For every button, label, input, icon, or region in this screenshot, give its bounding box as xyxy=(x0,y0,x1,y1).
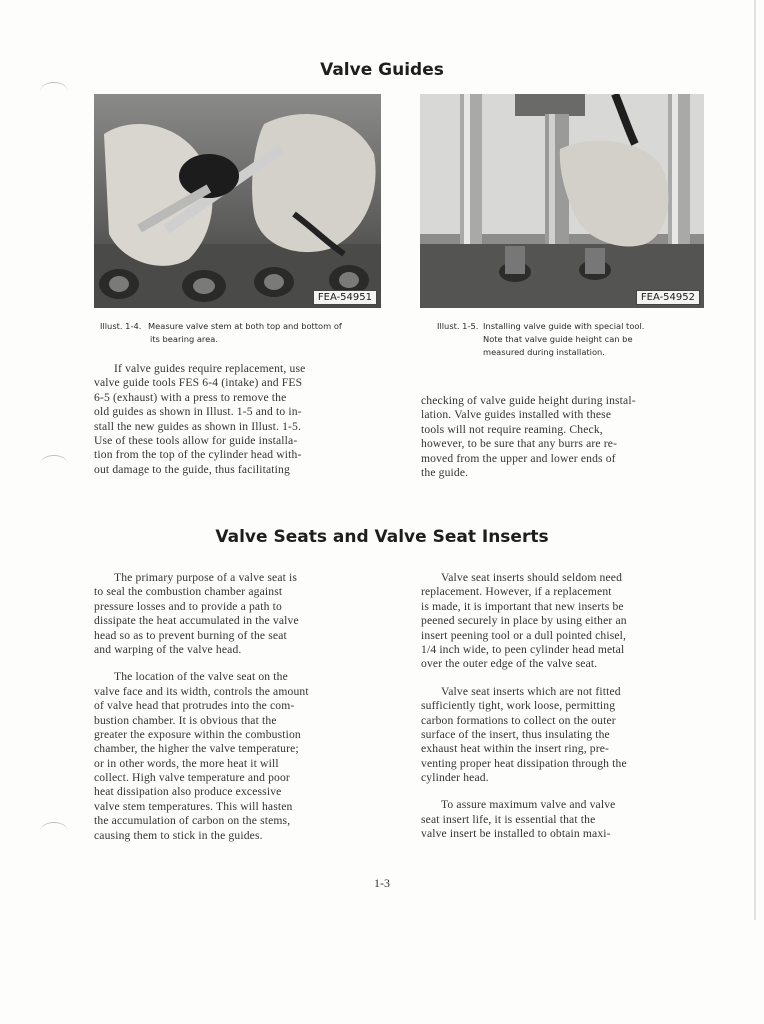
text-line: greater the exposure within the combustion xyxy=(94,727,301,741)
text-line: The primary purpose of a valve seat is xyxy=(114,571,298,584)
binder-hole-mark xyxy=(40,822,68,841)
figure-caption-1-5 xyxy=(437,320,707,362)
text-line: out damage to the guide, thus facilitating xyxy=(94,462,290,476)
text-line: replacement. However, if a replacement xyxy=(421,585,612,599)
page-number: 1-3 xyxy=(374,876,390,890)
text-line: dissipate the heat accumulated in the valve xyxy=(94,614,299,628)
valve-guides-text-right xyxy=(421,394,721,480)
text-line: valve face and its width, controls the amount xyxy=(94,684,309,698)
text-line: causing them to stick in the guides. xyxy=(94,828,263,842)
text-line: moved from the upper and lower ends of xyxy=(421,451,616,465)
text-line: old guides as shown in Illust. 1-5 and to in- xyxy=(94,405,302,419)
text-line: cylinder head. xyxy=(421,771,489,785)
text-line: carbon formations to collect on the outer xyxy=(421,713,616,727)
text-line: head so as to prevent burning of the seat xyxy=(94,628,287,642)
text-line: pressure losses and to provide a path to xyxy=(94,599,282,613)
figure-caption-1-4 xyxy=(100,320,390,350)
text-line: insert peening tool or a dull pointed chisel, xyxy=(421,628,627,642)
text-line: Use of these tools allow for guide installa- xyxy=(94,433,298,447)
text-line: venting proper heat dissipation through the xyxy=(421,756,627,770)
text-line: is made, it is important that new inserts be xyxy=(421,599,624,613)
caption-line: its bearing area. xyxy=(150,334,218,344)
text-line: lation. Valve guides installed with these xyxy=(421,408,612,422)
binder-hole-mark xyxy=(40,82,68,101)
page-edge xyxy=(754,0,756,920)
text-line: If valve guides require replacement, use xyxy=(114,362,306,375)
photo-illust-1-4 xyxy=(94,94,381,308)
photo-measure-valve-stem xyxy=(94,94,381,308)
text-line: chamber, the higher the valve temperature; xyxy=(94,742,299,756)
text-line: 6-5 (exhaust) with a press to remove the xyxy=(94,390,287,404)
text-line: The location of the valve seat on the xyxy=(114,670,288,684)
text-line: bustion chamber. It is obvious that the xyxy=(94,713,277,727)
text-line: the guide. xyxy=(421,465,469,479)
text-line: and warping of the valve head. xyxy=(94,642,242,656)
text-line: valve guide tools FES 6-4 (intake) and FES xyxy=(94,376,303,390)
valve-guides-text-left xyxy=(94,362,394,477)
text-line: peened securely in place by using either an xyxy=(421,614,627,628)
text-line: 1/4 inch wide, to peen cylinder head metal xyxy=(421,642,625,656)
text-line: however, to be sure that any burrs are re- xyxy=(421,437,618,451)
text-line: valve stem temperatures. This will hasten xyxy=(94,799,293,813)
section-title-valve-guides: Valve Guides xyxy=(320,60,444,80)
text-line: collect. High valve temperature and poor xyxy=(94,771,290,785)
figure-code-label: FEA-54951 xyxy=(313,290,377,305)
caption-line: Measure valve stem at both top and bottom of xyxy=(148,321,342,331)
text-line: Valve seat inserts should seldom need xyxy=(441,571,623,584)
text-line: valve insert be installed to obtain maxi- xyxy=(421,827,611,841)
text-line: stall the new guides as shown in Illust. 1-5. xyxy=(94,419,302,433)
text-line: checking of valve guide height during instal- xyxy=(421,394,636,407)
text-line: the accumulation of carbon on the stems, xyxy=(94,814,291,828)
valve-seats-text-left xyxy=(94,571,399,843)
caption-line: Note that valve guide height can be xyxy=(483,334,633,344)
binder-hole-mark xyxy=(40,455,68,474)
text-line: to seal the combustion chamber against xyxy=(94,585,283,599)
text-line: To assure maximum valve and valve xyxy=(441,798,616,812)
caption-number: Illust. 1-5. xyxy=(437,321,479,331)
text-line: heat dissipation also produce excessive xyxy=(94,785,282,799)
caption-number: Illust. 1-4. xyxy=(100,321,142,331)
text-line: tion from the top of the cylinder head with- xyxy=(94,448,302,462)
photo-illust-1-5 xyxy=(420,94,704,308)
text-line: of valve head that protrudes into the com- xyxy=(94,699,295,713)
valve-seats-text-right xyxy=(421,571,721,842)
text-line: Valve seat inserts which are not fitted xyxy=(441,684,621,698)
text-line: surface of the insert, thus insulating the xyxy=(421,727,610,741)
text-line: seat insert life, it is essential that the xyxy=(421,812,596,826)
caption-line: Installing valve guide with special tool. xyxy=(483,321,645,331)
text-line: over the outer edge of the valve seat. xyxy=(421,657,598,671)
section-title-valve-seats: Valve Seats and Valve Seat Inserts xyxy=(215,527,549,547)
figure-code-label: FEA-54952 xyxy=(636,290,700,305)
caption-line: measured during installation. xyxy=(483,347,605,357)
text-line: tools will not require reaming. Check, xyxy=(421,422,603,436)
text-line: exhaust heat within the insert ring, pre- xyxy=(421,742,610,756)
text-line: sufficiently tight, work loose, permitting xyxy=(421,699,616,713)
photo-installing-valve-guide xyxy=(420,94,704,308)
text-line: or in other words, the more heat it will xyxy=(94,756,279,770)
